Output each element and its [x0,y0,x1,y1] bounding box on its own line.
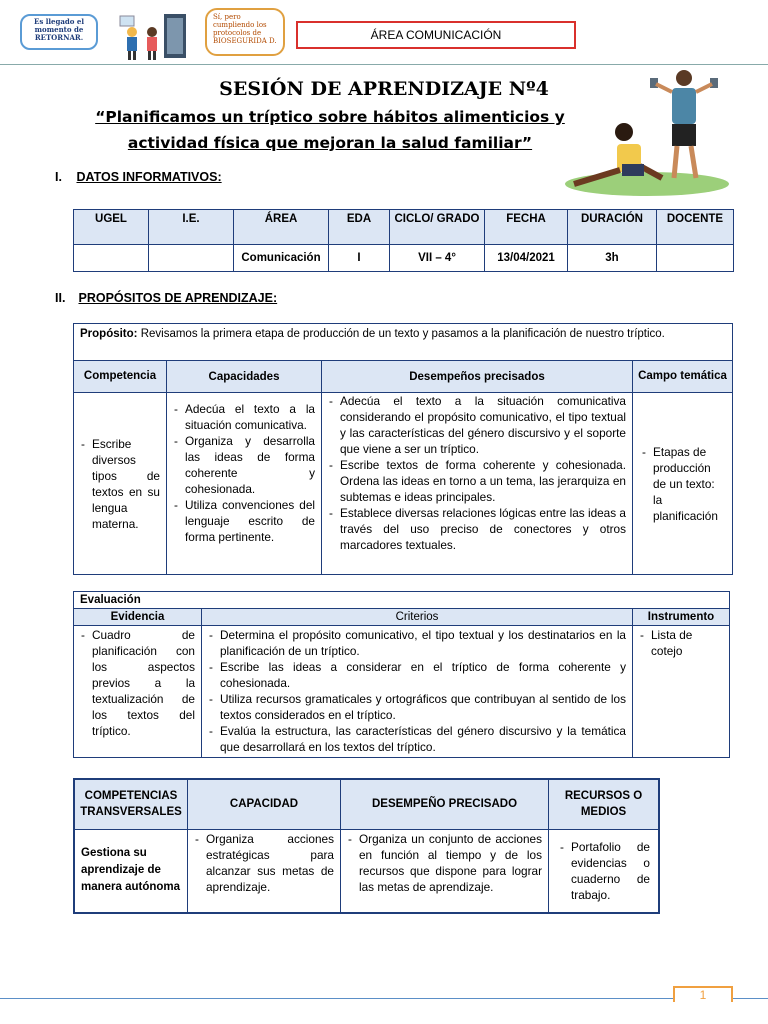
criterio-item: - Determina el propósito comunicativo, el tipo textual y los destinatarios en la planificación de un tríptico. [220,627,626,659]
evaluacion-title: Evaluación [74,592,730,609]
transversal-competencia-cell: Gestiona su aprendizaje de manera autónoma [74,829,188,913]
competencia-cell [74,393,167,575]
transversal-desempeno-cell [341,829,549,913]
area-title-box: ÁREA COMUNICACIÓN [296,21,576,49]
campo-item: - Etapas de producción de un texto: la planificación [653,444,726,524]
datos-table [73,209,734,272]
instrumento-item: - Lista de cotejo [651,627,723,659]
desempeno-item: - Escribe textos de forma coherente y cohesionada. Ordena las ideas en torno a un tema, las jerarquiza en subtemas e ideas principales. [340,457,626,505]
footer-divider [0,998,768,999]
evidencia-cell [74,626,202,758]
section-2-title: PROPÓSITOS DE APRENDIZAJE: [78,291,278,305]
capacidad-item: - Organiza y desarrolla las ideas de forma coherente y cohesionada. [185,433,315,497]
criterio-item: - Escribe las ideas a considerar en el tríptico de forma coherente y cohesionada. [220,659,626,691]
datos-header: EDA [329,210,390,245]
desempenos-cell [322,393,633,575]
evaluacion-header-evidencia: Evidencia [74,609,202,626]
datos-header: ÁREA [234,210,329,245]
datos-cell [74,245,149,272]
evaluacion-header-instrumento: Instrumento [633,609,730,626]
section-1-title: DATOS INFORMATIVOS: [76,170,222,184]
criterio-item: - Utiliza recursos gramaticales y ortográficos que contribuyan al sentido de los textos considerados en el tríptico. [220,691,626,723]
header-divider [0,64,768,65]
capacidad-item: - Utiliza convenciones del lenguaje escrito de forma pertinente. [185,497,315,545]
datos-header: DOCENTE [657,210,734,245]
proposito-label: Propósito: [80,328,138,340]
datos-cell: 3h [568,245,657,272]
evidencia-item: - Cuadro de planificación con los aspectos previos a la textualización de los textos del tríptico. [92,627,195,739]
section-1-number: I. [55,170,62,184]
section-2-number: II. [55,291,66,305]
proposito-header-capacidades: Capacidades [167,361,322,393]
competencia-item: - Escribe diversos tipos de textos en su lengua materna. [92,436,160,532]
datos-header: FECHA [485,210,568,245]
proposito-table [73,323,733,575]
proposito-text: Revisamos la primera etapa de producción de un texto y pasamos a la planificación de nuestro tríptico. [137,328,665,340]
speech-bubble-right: Sí, pero cumpliendo los protocolos de BIOSEGURIDA D. [205,8,285,56]
datos-cell: VII – 4° [390,245,485,272]
transversal-desempeno-item: - Organiza un conjunto de acciones en función al tiempo y de los recursos que dispone para lograr las metas de aprendizaje. [359,831,542,895]
datos-cell: Comunicación [234,245,329,272]
capacidad-item: - Adecúa el texto a la situación comunicativa. [185,401,315,433]
proposito-row [74,324,733,361]
capacidades-cell [167,393,322,575]
evaluacion-header-criterios: Criterios [202,609,633,626]
datos-cell: I [329,245,390,272]
criterio-item: - Evalúa la estructura, las características del género discursivo y la temática que desarrollará en los textos del tríptico. [220,723,626,755]
criterios-cell [202,626,633,758]
proposito-header-desempenos: Desempeños precisados [322,361,633,393]
page-subtitle [60,104,600,156]
evaluacion-table [73,591,730,758]
proposito-header-campo: Campo temática [633,361,733,393]
proposito-header-competencia: Competencia [74,361,167,393]
speech-bubble-left: Es llegado el momento de RETORNAR. [20,14,98,50]
page-number: 1 [673,986,733,1002]
transversal-recursos-cell [549,829,660,913]
datos-header: DURACIÓN [568,210,657,245]
transversal-capacidad-item: - Organiza acciones estratégicas para alcanzar sus metas de aprendizaje. [206,831,334,895]
desempeno-item: - Establece diversas relaciones lógicas entre las ideas a través del uso preciso de conectores y otros marcadores textuales. [340,505,626,553]
datos-cell [149,245,234,272]
transversal-header-capacidad: CAPACIDAD [188,779,341,829]
page-title: SESIÓN DE APRENDIZAJE Nº4 [219,78,549,100]
transversal-header-competencias: COMPETENCIAS TRANSVERSALES [74,779,188,829]
section-1-heading [55,170,222,184]
datos-cell: 13/04/2021 [485,245,568,272]
desempeno-item: - Adecúa el texto a la situación comunicativa considerando el propósito comunicativo, el tipo textual y las características del género discursivo y el soporte que viene a ser un tríptico. [340,393,626,457]
transversal-recursos-item: - Portafolio de evidencias o cuaderno de trabajo. [571,839,650,903]
transversal-capacidad-cell [188,829,341,913]
instrumento-cell [633,626,730,758]
subtitle-line-2: actividad física que mejoran la salud familiar” [127,134,533,152]
transversal-header-recursos: RECURSOS O MEDIOS [549,779,660,829]
datos-header: CICLO/ GRADO [390,210,485,245]
subtitle-line-1: “Planificamos un tríptico sobre hábitos alimenticios y [95,108,565,126]
datos-header: UGEL [74,210,149,245]
students-illustration [100,12,195,62]
datos-header: I.E. [149,210,234,245]
campo-cell [633,393,733,575]
transversal-header-desempeno: DESEMPEÑO PRECISADO [341,779,549,829]
transversal-table [73,778,660,914]
datos-cell [657,245,734,272]
section-2-heading [55,291,277,305]
